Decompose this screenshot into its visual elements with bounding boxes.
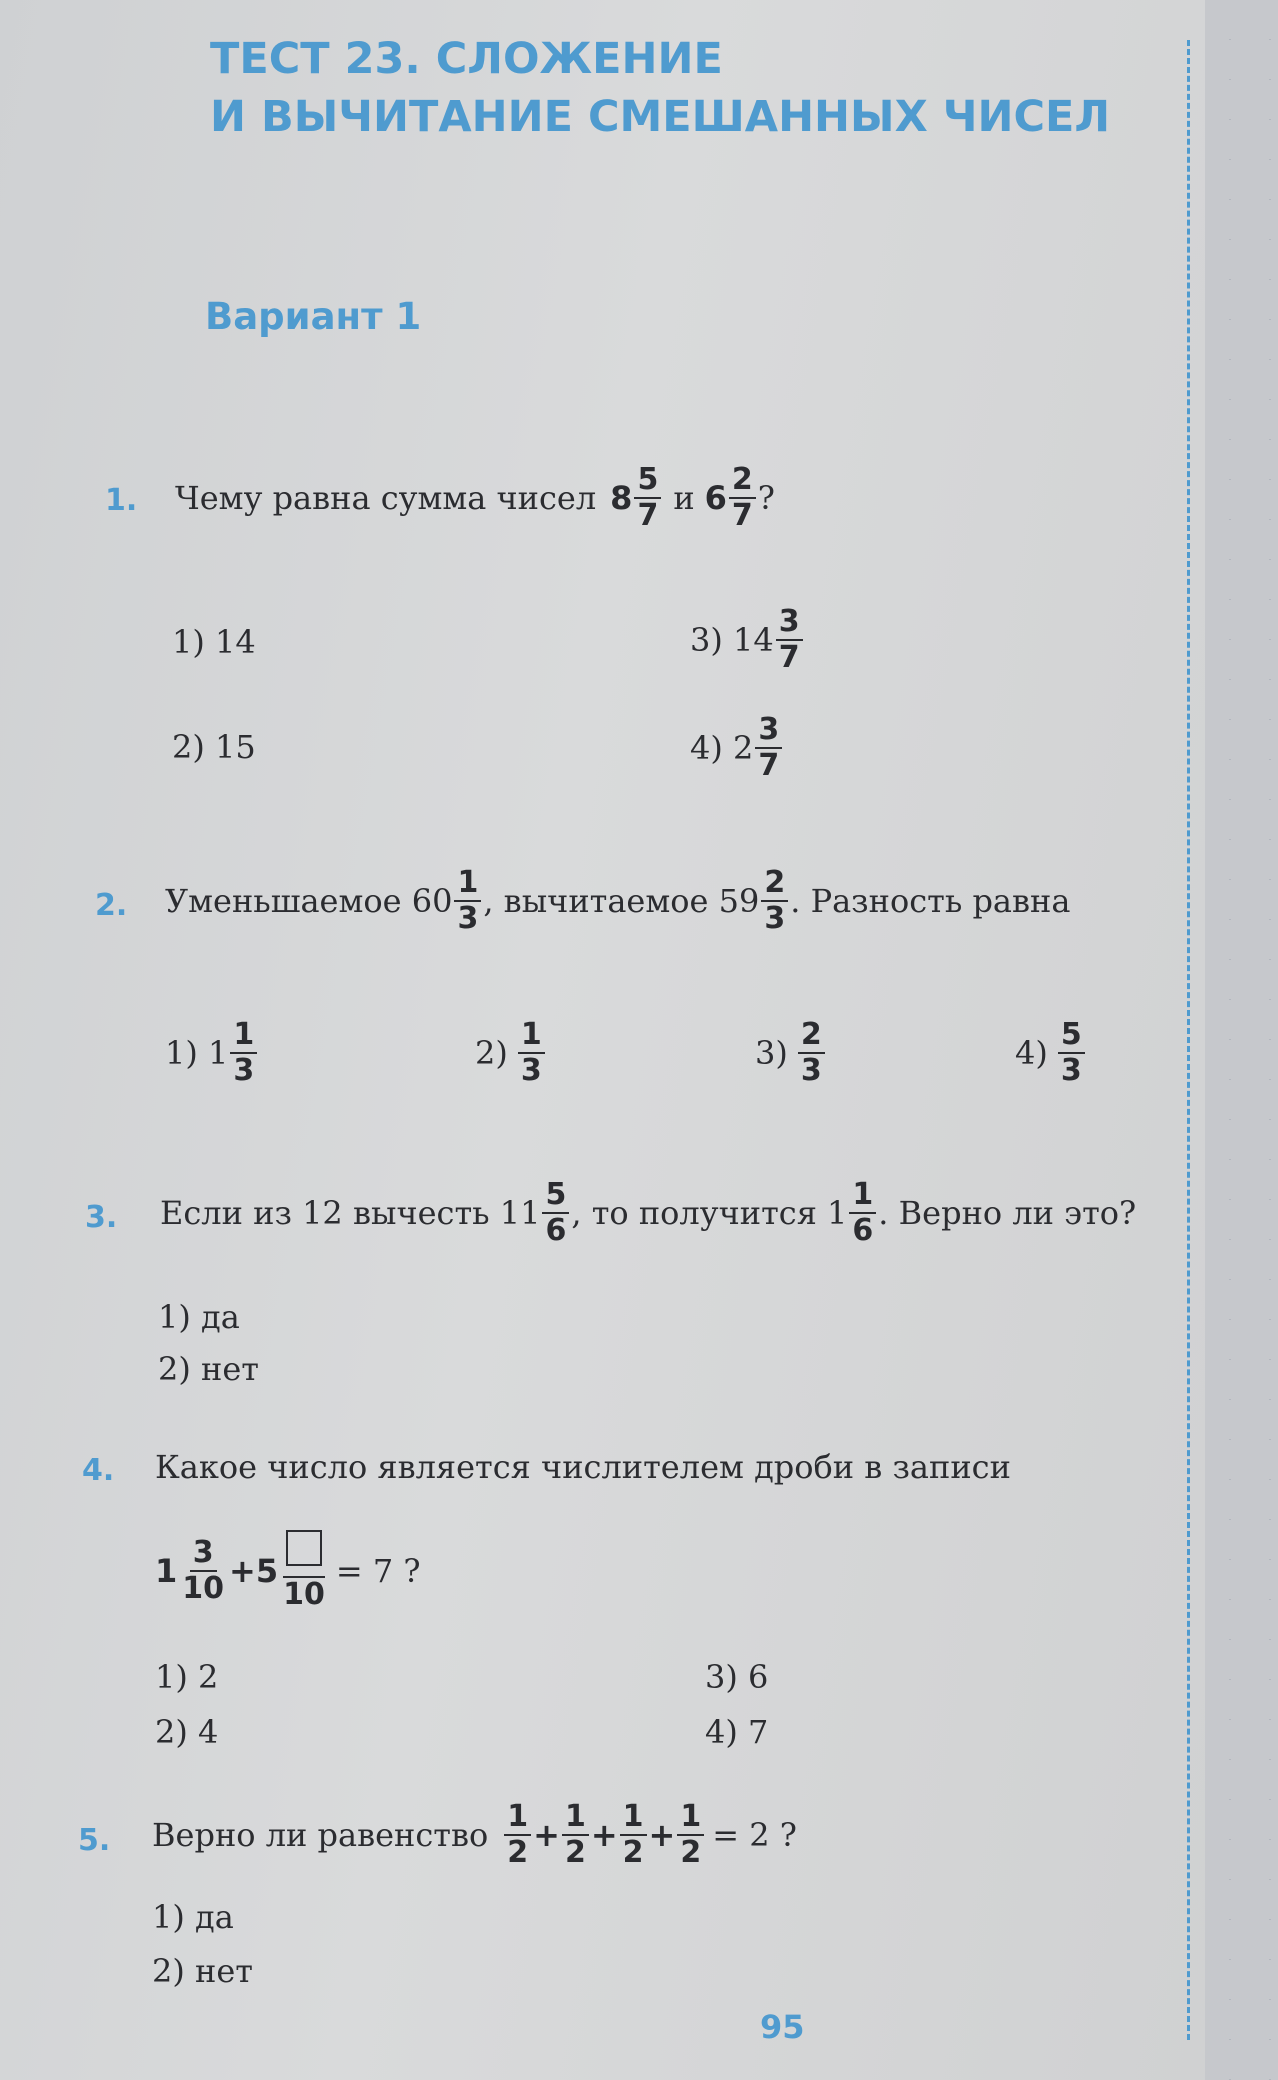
q4-option-3[interactable]: 3) 6 bbox=[705, 1658, 769, 1696]
question-2-text: Уменьшаемое 60 $\frac{1}{3}$ , вычитаемое 59 $\frac{2}{3}$ . Разность равна bbox=[165, 865, 1071, 936]
q4-option-1[interactable]: 1) 2 bbox=[155, 1658, 219, 1696]
page-title bbox=[210, 30, 1110, 146]
q1-a-fraction: $\frac{5}{7}$ bbox=[634, 463, 661, 533]
unknown-numerator-box bbox=[286, 1530, 322, 1566]
q4-unknown-fraction: 10 bbox=[280, 1530, 328, 1612]
q2-option-1[interactable]: 1) 1 $\frac{1}{3}$ bbox=[165, 1018, 259, 1088]
dashed-cut-line bbox=[1187, 40, 1190, 2040]
q4-option-2[interactable]: 2) 4 bbox=[155, 1713, 219, 1751]
variant-heading: Вариант 1 bbox=[205, 295, 422, 338]
q3-option-2[interactable]: 2) нет bbox=[158, 1350, 259, 1388]
q1-option-3[interactable]: 3) 14 $\frac{3}{7}$ bbox=[690, 605, 805, 675]
q1-prompt: Чему равна сумма чисел bbox=[175, 479, 597, 517]
question-2-number: 2. bbox=[95, 888, 128, 923]
q1-and: и bbox=[673, 479, 695, 517]
q1-a-whole: 8 bbox=[610, 479, 633, 517]
question-1-text bbox=[175, 463, 775, 533]
question-3-number: 3. bbox=[85, 1200, 118, 1235]
q1-option-4[interactable]: 4) 2 $\frac{3}{7}$ bbox=[690, 713, 784, 783]
title-line-2: И ВЫЧИТАНИЕ СМЕШАННЫХ ЧИСЕЛ bbox=[210, 92, 1111, 142]
page-number: 95 bbox=[760, 2008, 805, 2046]
title-line-1: ТЕСТ 23. СЛОЖЕНИЕ bbox=[210, 34, 723, 84]
q1-b-whole: 6 bbox=[704, 479, 727, 517]
q1-end: ? bbox=[757, 479, 775, 517]
q5-option-1[interactable]: 1) да bbox=[152, 1898, 234, 1936]
q1-b-fraction: $\frac{2}{7}$ bbox=[729, 463, 756, 533]
q4-option-4[interactable]: 4) 7 bbox=[705, 1713, 769, 1751]
question-3-text: Если из 12 вычесть 11 $\frac{5}{6}$ , то получится 1 $\frac{1}{6}$ . Верно ли это? bbox=[160, 1177, 1137, 1248]
question-5-number: 5. bbox=[78, 1823, 111, 1858]
q3-option-1[interactable]: 1) да bbox=[158, 1298, 240, 1336]
q2-option-4[interactable]: 4) $\frac{5}{3}$ bbox=[1015, 1018, 1087, 1088]
question-4-text: Какое число является числителем дроби в записи bbox=[155, 1448, 1011, 1486]
question-1-number: 1. bbox=[105, 483, 138, 518]
q1-option-2[interactable]: 2) 15 bbox=[172, 728, 256, 766]
q1-option-1[interactable]: 1) 14 bbox=[172, 623, 256, 661]
q4-expression: 1 $\frac{3}{10}$ +5 10 = 7 ? bbox=[155, 1530, 421, 1612]
question-4-number: 4. bbox=[82, 1453, 115, 1488]
question-5-text: Верно ли равенство $\frac{1}{2}$ + $\frac{1}{2}$ + $\frac{1}{2}$ + $\frac{1}{2}$ = 2 ? bbox=[152, 1799, 797, 1870]
q2-option-3[interactable]: 3) $\frac{2}{3}$ bbox=[755, 1018, 827, 1088]
q2-option-2[interactable]: 2) $\frac{1}{3}$ bbox=[475, 1018, 547, 1088]
q5-option-2[interactable]: 2) нет bbox=[152, 1952, 253, 1990]
